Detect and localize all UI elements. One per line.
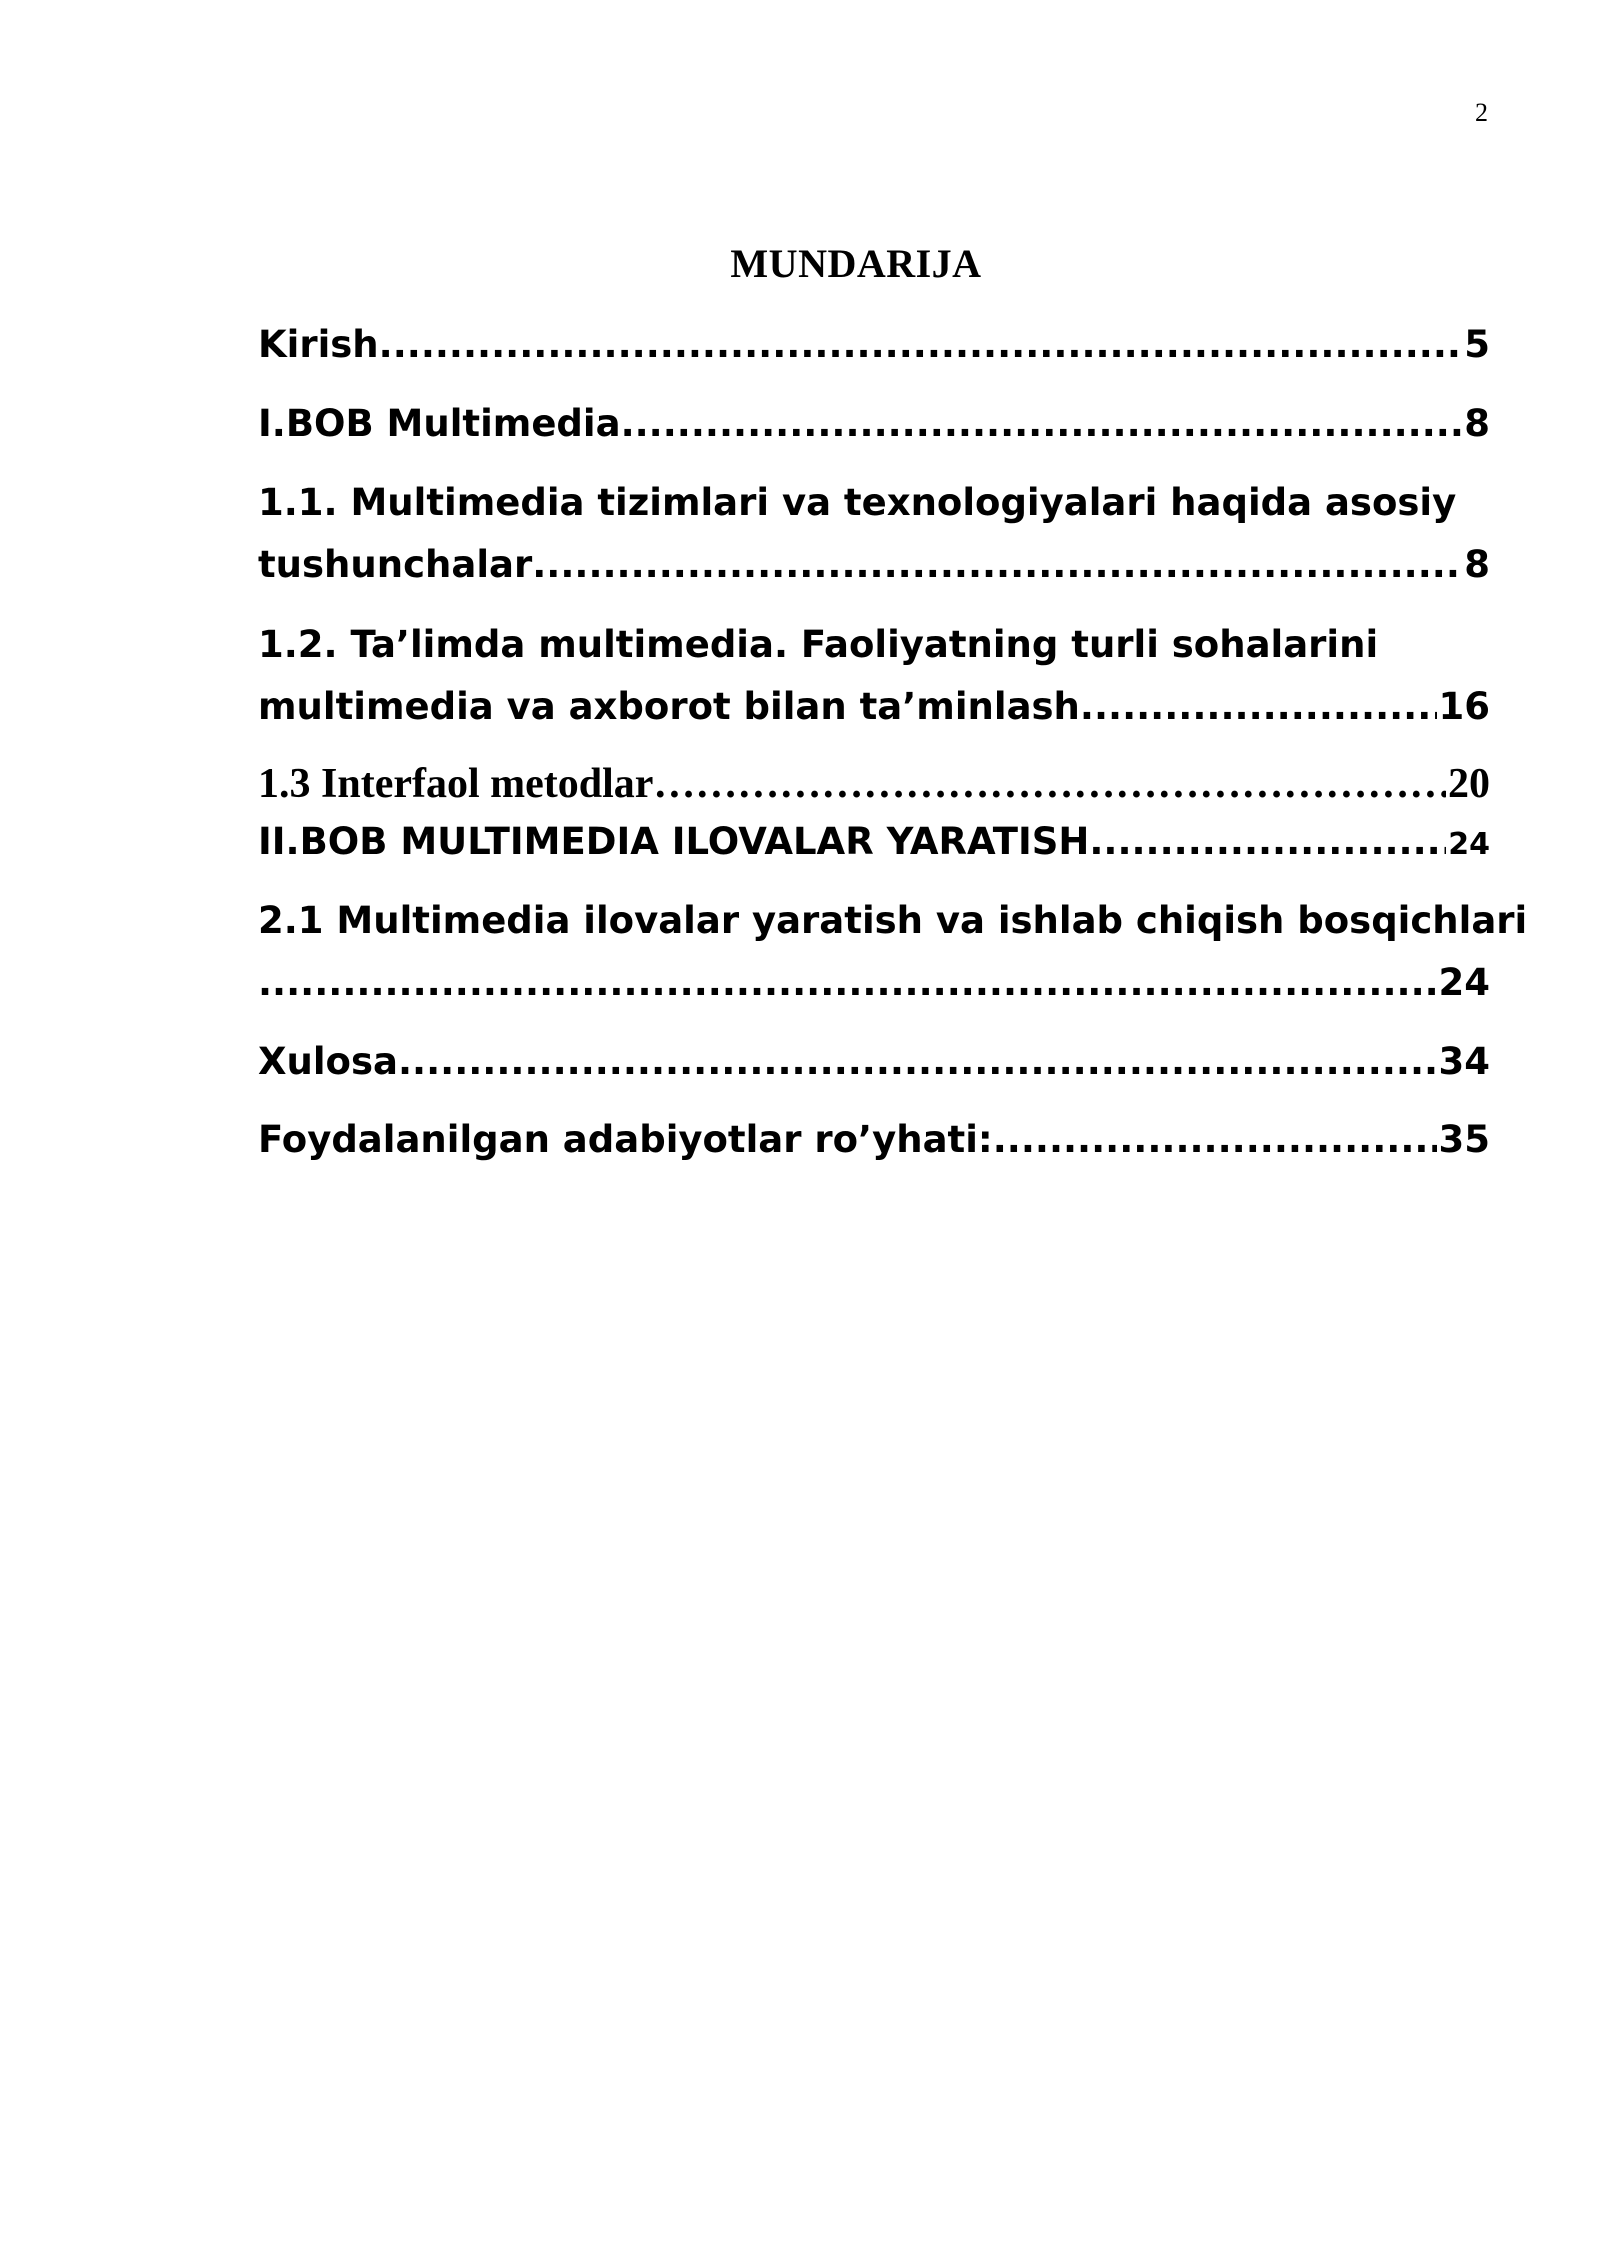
toc-entry-1-2-line1: 1.2. Ta’limda multimedia. Faoliyatning turli sohalarini [258, 623, 1379, 666]
toc-entry-2-1 [258, 952, 1490, 1014]
toc-entry-page: 8 [1464, 402, 1490, 445]
toc-entry-text: Xulosa [258, 1040, 398, 1083]
toc-entry-text: multimedia va axborot bilan ta’minlash [258, 685, 1080, 728]
dot-leader [621, 394, 1463, 454]
toc-entry-bob-2 [258, 812, 1490, 872]
toc-entry-page: 24 [1448, 827, 1490, 862]
toc-entry-1-1 [258, 534, 1490, 596]
toc-entry-page: 24 [1438, 961, 1490, 1004]
toc-entry-text: Kirish [258, 323, 379, 366]
toc-entry-1-2 [258, 676, 1490, 738]
dot-leader [653, 756, 1446, 812]
dot-leader [532, 534, 1462, 596]
toc-entry-adabiyotlar [258, 1110, 1490, 1170]
toc-entry-page: 8 [1464, 543, 1490, 586]
toc-title: MUNDARIJA [730, 241, 982, 286]
toc-entry-kirish [258, 314, 1490, 376]
toc-entry-xulosa [258, 1032, 1490, 1092]
toc-entry-page: 34 [1438, 1040, 1490, 1083]
toc-entry-1-1-line1: 1.1. Multimedia tizimlari va texnologiyalari haqida asosiy [258, 481, 1457, 524]
toc-entry-text: tushunchalar [258, 543, 533, 586]
toc-entry-1-3 [258, 756, 1490, 812]
page-number: 2 [1475, 98, 1488, 127]
toc-entry-page: 16 [1438, 685, 1490, 728]
dot-leader [398, 1032, 1437, 1092]
toc-entry-page: 35 [1438, 1118, 1490, 1161]
toc-entry-page: 5 [1464, 323, 1490, 366]
toc-entry-2-1-line1: 2.1 Multimedia ilovalar yaratish va ishlab chiqish bosqichlari [258, 899, 1528, 942]
toc-entry-text: I.BOB Multimedia [258, 402, 621, 445]
toc-entry-text: II.BOB MULTIMEDIA ILOVALAR YARATISH [258, 820, 1090, 863]
toc-entry-text: Foydalanilgan adabiyotlar ro’yhati: [258, 1118, 993, 1161]
toc-entry-text: 1.3 Interfaol metodlar [258, 761, 654, 807]
toc-entry-bob-1 [258, 394, 1490, 454]
dot-leader [1080, 676, 1437, 738]
toc-entry-page: 20 [1448, 761, 1490, 807]
dot-leader [258, 952, 1437, 1014]
dot-leader [1089, 812, 1446, 872]
table-of-contents [258, 296, 1528, 1170]
dot-leader [993, 1110, 1437, 1170]
dot-leader [379, 314, 1463, 376]
